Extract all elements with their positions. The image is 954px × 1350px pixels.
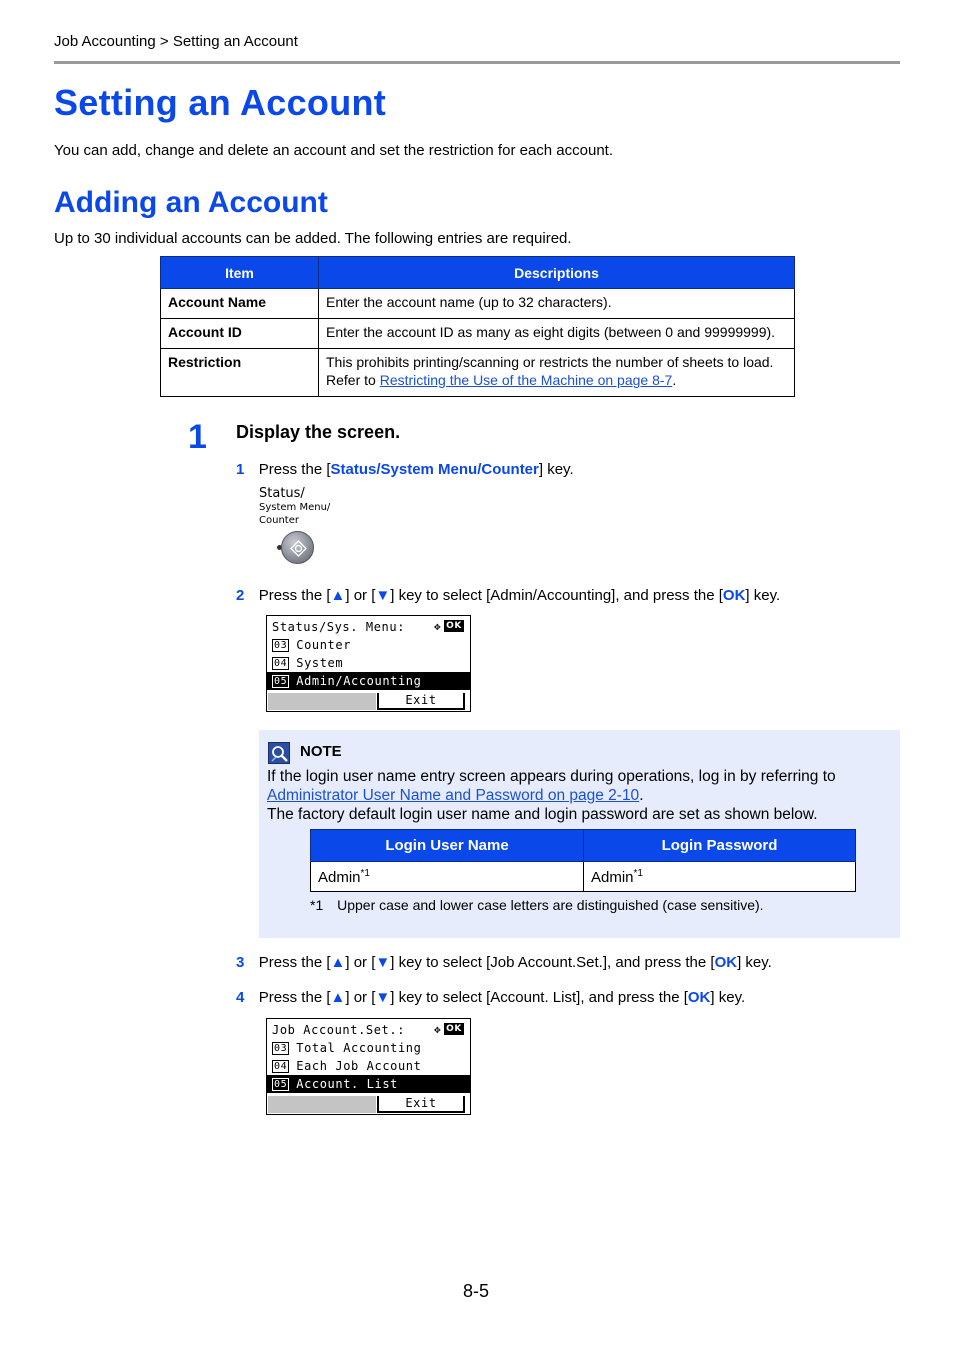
table-header-row — [161, 257, 795, 289]
table-cell-description — [319, 349, 795, 397]
login-defaults-table — [310, 829, 856, 892]
ok-badge: OK — [446, 621, 462, 631]
note-line-2: The factory default login user name and login password are set as shown below. — [267, 806, 818, 823]
substep-pre: Press the [ — [258, 461, 331, 478]
substep-mid: ] or [ — [345, 587, 376, 604]
lcd-item-number: 03 — [274, 1043, 288, 1054]
status-system-menu-counter-key: Status/System Menu/Counter — [330, 461, 539, 478]
lcd-title: Status/Sys. Menu: — [272, 620, 406, 634]
table-cell-item: Account ID — [161, 319, 319, 349]
lcd-menu-item-each-job-account[interactable] — [267, 1057, 470, 1075]
lcd-exit-softkey[interactable]: Exit — [377, 1096, 465, 1113]
status-key-illustration — [259, 486, 349, 566]
four-way-arrow-icon: ✥ — [433, 619, 442, 633]
lcd-menu-item-system[interactable] — [267, 654, 470, 672]
substep-number: 3 — [236, 954, 245, 971]
password-value: Admin — [591, 868, 634, 886]
table-row — [161, 349, 795, 397]
ok-badge: OK — [446, 1024, 462, 1034]
substep-post: ] key. — [737, 954, 772, 971]
substep-pre: Press the [ — [258, 989, 331, 1006]
key-label-counter: Counter — [259, 515, 299, 526]
table-row — [161, 289, 795, 319]
lcd-item-label: Counter — [296, 638, 352, 652]
lcd-exit-softkey[interactable]: Exit — [377, 693, 465, 710]
lcd-item-label: Admin/Accounting — [296, 674, 422, 688]
breadcrumb: Job Accounting > Setting an Account — [54, 33, 298, 50]
up-arrow-key-icon: ▲ — [330, 587, 346, 604]
lcd-softkey-bar — [267, 693, 470, 711]
substep-mid: ] or [ — [345, 954, 376, 971]
down-arrow-key-icon: ▼ — [375, 587, 391, 604]
page-intro: You can add, change and delete an account and set the restriction for each account. — [54, 142, 614, 159]
lcd-menu-item-admin-accounting[interactable] — [267, 672, 470, 690]
lcd-item-label: Account. List — [296, 1077, 398, 1091]
lcd-item-label: System — [296, 656, 344, 670]
lcd-item-number: 04 — [274, 1061, 288, 1072]
table-header-row — [311, 830, 856, 862]
header-divider — [54, 61, 900, 64]
key-label-system-menu: System Menu/ — [259, 502, 331, 513]
step-heading: Display the screen. — [236, 422, 401, 442]
table-cell-item: Account Name — [161, 289, 319, 319]
refer-suffix: . — [672, 372, 677, 388]
table-row — [311, 862, 856, 892]
substep-mid: ] or [ — [345, 989, 376, 1006]
lcd-softkey-empty — [268, 693, 376, 710]
lcd-screen-status-menu — [266, 615, 471, 712]
up-arrow-key-icon: ▲ — [330, 989, 346, 1006]
footnote-mark: *1 — [310, 897, 324, 913]
lcd-menu-item-account-list[interactable] — [267, 1075, 470, 1093]
substep-text — [259, 954, 772, 971]
substep-post: ] key. — [710, 989, 746, 1006]
down-arrow-key-icon: ▼ — [375, 954, 391, 971]
note-label: NOTE — [300, 743, 342, 760]
page-number: 8-5 — [463, 1281, 490, 1301]
table-header-login-password: Login Password — [584, 830, 856, 862]
footnote-text: Upper case and lower case letters are distinguished (case sensitive). — [337, 897, 764, 913]
four-way-arrow-icon: ✥ — [433, 1022, 442, 1036]
table-header-item: Item — [161, 257, 319, 289]
up-arrow-key-icon: ▲ — [330, 954, 346, 971]
substep-number: 1 — [236, 461, 245, 478]
note-line-1: If the login user name entry screen appears during operations, log in by referring to — [267, 768, 836, 785]
restricting-use-link[interactable]: Restricting the Use of the Machine on page 8-7 — [379, 372, 673, 388]
lcd-title: Job Account.Set.: — [272, 1023, 406, 1037]
table-row — [161, 319, 795, 349]
table-cell-description: Enter the account ID as many as eight digits (between 0 and 99999999). — [319, 319, 795, 349]
lcd-softkey-bar — [267, 1096, 470, 1114]
note-text — [267, 767, 892, 824]
section-title: Adding an Account — [54, 186, 328, 219]
footnote — [310, 897, 764, 913]
lcd-item-number: 05 — [274, 676, 288, 687]
note-icon — [268, 742, 290, 764]
lcd-item-label: Total Accounting — [296, 1041, 422, 1055]
step-number: 1 — [188, 418, 207, 456]
substep-pre: Press the [ — [258, 954, 331, 971]
lcd-item-number: 03 — [274, 640, 288, 651]
footnote-ref: *1 — [360, 867, 370, 879]
substep-number: 4 — [236, 989, 245, 1006]
substep-text — [259, 989, 745, 1006]
note-box — [259, 730, 900, 938]
lcd-item-label: Each Job Account — [296, 1059, 422, 1073]
substep-1 — [236, 461, 574, 479]
ok-key: OK — [714, 954, 738, 971]
substep-text — [259, 587, 780, 604]
substep-text — [259, 461, 574, 478]
lcd-softkey-empty — [268, 1096, 376, 1113]
lcd-icons — [434, 620, 464, 632]
substep-4 — [236, 989, 745, 1007]
table-header-login-user-name: Login User Name — [311, 830, 584, 862]
substep-pre: Press the [ — [258, 587, 331, 604]
substep-mid: ] key to select [Job Account.Set.], and press the [ — [390, 954, 715, 971]
table-cell-item: Restriction — [161, 349, 319, 397]
ok-key: OK — [687, 989, 711, 1006]
lcd-screen-job-account-set — [266, 1018, 471, 1115]
lcd-menu-item-counter[interactable] — [267, 636, 470, 654]
admin-user-name-link[interactable]: Administrator User Name and Password on page 2-10 — [267, 787, 640, 804]
user-name-value: Admin — [318, 868, 361, 886]
table-header-descriptions: Descriptions — [319, 257, 795, 289]
substep-number: 2 — [236, 587, 245, 604]
substep-mid: ] key to select [Admin/Accounting], and press the [ — [390, 587, 723, 604]
substep-3 — [236, 954, 772, 972]
lcd-menu-item-total-accounting[interactable] — [267, 1039, 470, 1057]
ok-key: OK — [722, 587, 746, 604]
substep-2 — [236, 587, 780, 605]
page-title: Setting an Account — [54, 82, 387, 123]
footnote-ref: *1 — [633, 867, 643, 879]
down-arrow-key-icon: ▼ — [375, 989, 391, 1006]
lcd-icons — [434, 1023, 464, 1035]
table-cell-description: Enter the account name (up to 32 characters). — [319, 289, 795, 319]
restriction-description: This prohibits printing/scanning or restricts the number of sheets to load. — [326, 354, 774, 370]
lcd-item-number: 04 — [274, 658, 288, 669]
refer-prefix: Refer to — [326, 372, 380, 388]
table-cell-user-name — [311, 862, 584, 892]
status-menu-key-icon[interactable] — [281, 531, 314, 564]
key-label-status: Status/ — [259, 486, 305, 501]
substep-mid: ] key to select [Account. List], and press the [ — [390, 989, 688, 1006]
table-cell-password — [584, 862, 856, 892]
lcd-item-number: 05 — [274, 1079, 288, 1090]
note-link-suffix: . — [639, 787, 644, 804]
entries-table — [160, 256, 795, 397]
section-intro: Up to 30 individual accounts can be added. The following entries are required. — [54, 230, 572, 247]
substep-post: ] key. — [745, 587, 781, 604]
substep-post: ] key. — [538, 461, 574, 478]
